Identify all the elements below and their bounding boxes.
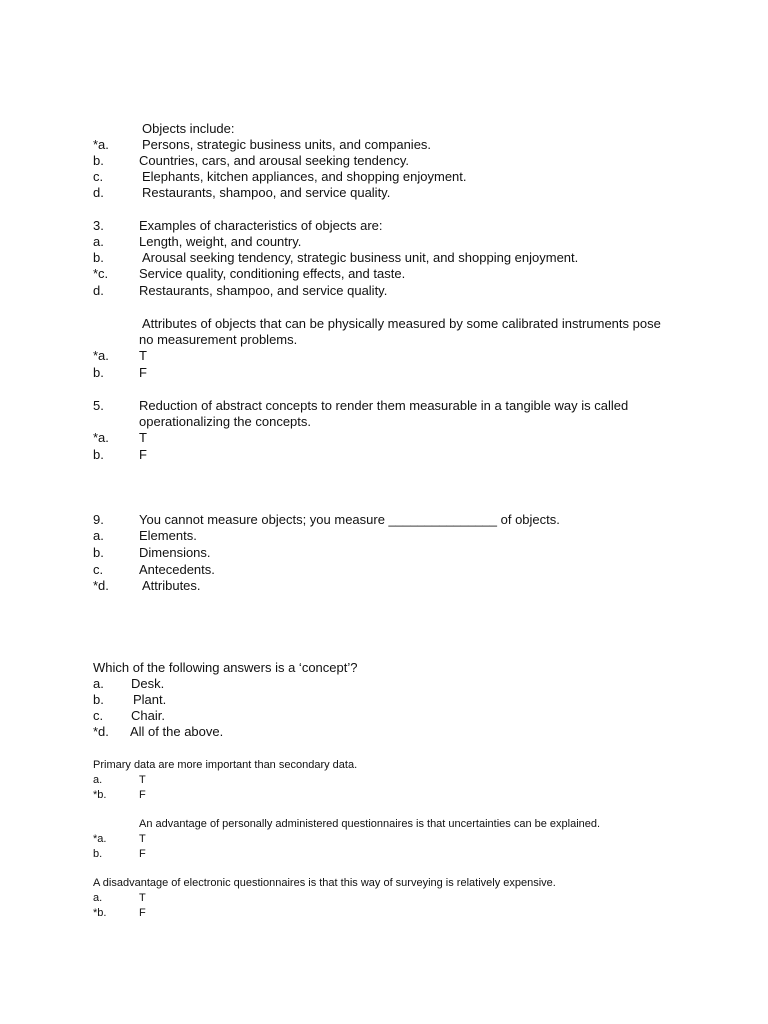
question-primary-stem: Primary data are more important than secondary data. <box>93 759 358 771</box>
question-concept-stem: Which of the following answers is a ‘concept’? <box>93 660 358 675</box>
option-text: T <box>139 774 146 786</box>
option-marker: *d. <box>93 578 109 593</box>
option-marker: *a. <box>93 833 107 845</box>
option-marker: b. <box>93 365 104 380</box>
option-marker: b. <box>93 447 104 462</box>
option-text: Elephants, kitchen appliances, and shopping enjoyment. <box>142 169 467 184</box>
option-text: T <box>139 348 147 363</box>
option-marker: c. <box>93 562 104 577</box>
option-marker: c. <box>93 708 104 723</box>
option-text: T <box>139 430 147 445</box>
option-marker: a. <box>93 774 103 786</box>
option-text: T <box>139 833 146 845</box>
option-text: Chair. <box>131 708 165 723</box>
option-text: Persons, strategic business units, and companies. <box>142 137 432 152</box>
option-text: F <box>139 447 147 462</box>
option-text: F <box>139 789 146 801</box>
option-text: Plant. <box>133 692 167 707</box>
option-marker: *b. <box>93 907 107 919</box>
option-text: Countries, cars, and arousal seeking tendency. <box>139 153 410 168</box>
option-text: Restaurants, shampoo, and service quality. <box>142 185 391 200</box>
option-text: T <box>139 892 146 904</box>
question-attributes-stem-line1: Attributes of objects that can be physically measured by some calibrated instruments pose <box>142 316 661 331</box>
question-text: Examples of characteristics of objects are: <box>139 218 383 233</box>
question-personal-stem: An advantage of personally administered questionnaires is that uncertainties can be explained. <box>139 818 601 830</box>
option-marker: a. <box>93 676 104 691</box>
option-marker: c. <box>93 169 104 184</box>
option-text: Elements. <box>139 528 197 543</box>
option-text: Arousal seeking tendency, strategic business unit, and shopping enjoyment. <box>142 250 579 265</box>
option-marker: a. <box>93 234 104 249</box>
option-marker: a. <box>93 528 104 543</box>
question-number: 9. <box>93 512 104 527</box>
option-marker: a. <box>93 892 103 904</box>
question-attributes-stem-line2: no measurement problems. <box>139 332 298 347</box>
option-marker: *d. <box>93 724 109 739</box>
option-text: F <box>139 848 146 860</box>
option-marker: b. <box>93 545 104 560</box>
option-marker: b. <box>93 153 104 168</box>
question-text: Reduction of abstract concepts to render them measurable in a tangible way is called <box>139 398 629 413</box>
option-text: Restaurants, shampoo, and service quality. <box>139 283 388 298</box>
option-text: F <box>139 907 146 919</box>
option-marker: b. <box>93 692 104 707</box>
option-marker: d. <box>93 185 104 200</box>
option-text: All of the above. <box>130 724 224 739</box>
option-marker: b. <box>93 848 103 860</box>
option-text: Desk. <box>131 676 165 691</box>
option-marker: *a. <box>93 137 109 152</box>
option-marker: *c. <box>93 266 109 281</box>
option-text: Attributes. <box>142 578 201 593</box>
option-marker: d. <box>93 283 104 298</box>
question-objects-stem: Objects include: <box>142 121 235 136</box>
question-5-stem-line2: operationalizing the concepts. <box>139 414 312 429</box>
option-marker: *a. <box>93 348 109 363</box>
option-text: Dimensions. <box>139 545 211 560</box>
option-text: Length, weight, and country. <box>139 234 302 249</box>
option-text: Antecedents. <box>139 562 215 577</box>
question-number: 3. <box>93 218 104 233</box>
question-text: You cannot measure objects; you measure _______________ of objects. <box>139 512 560 527</box>
option-marker: *a. <box>93 430 109 445</box>
option-text: F <box>139 365 147 380</box>
question-electronic-stem: A disadvantage of electronic questionnaires is that this way of surveying is relatively expensive. <box>93 877 556 889</box>
option-marker: *b. <box>93 789 107 801</box>
option-text: Service quality, conditioning effects, and taste. <box>139 266 406 281</box>
option-marker: b. <box>93 250 104 265</box>
question-number: 5. <box>93 398 104 413</box>
